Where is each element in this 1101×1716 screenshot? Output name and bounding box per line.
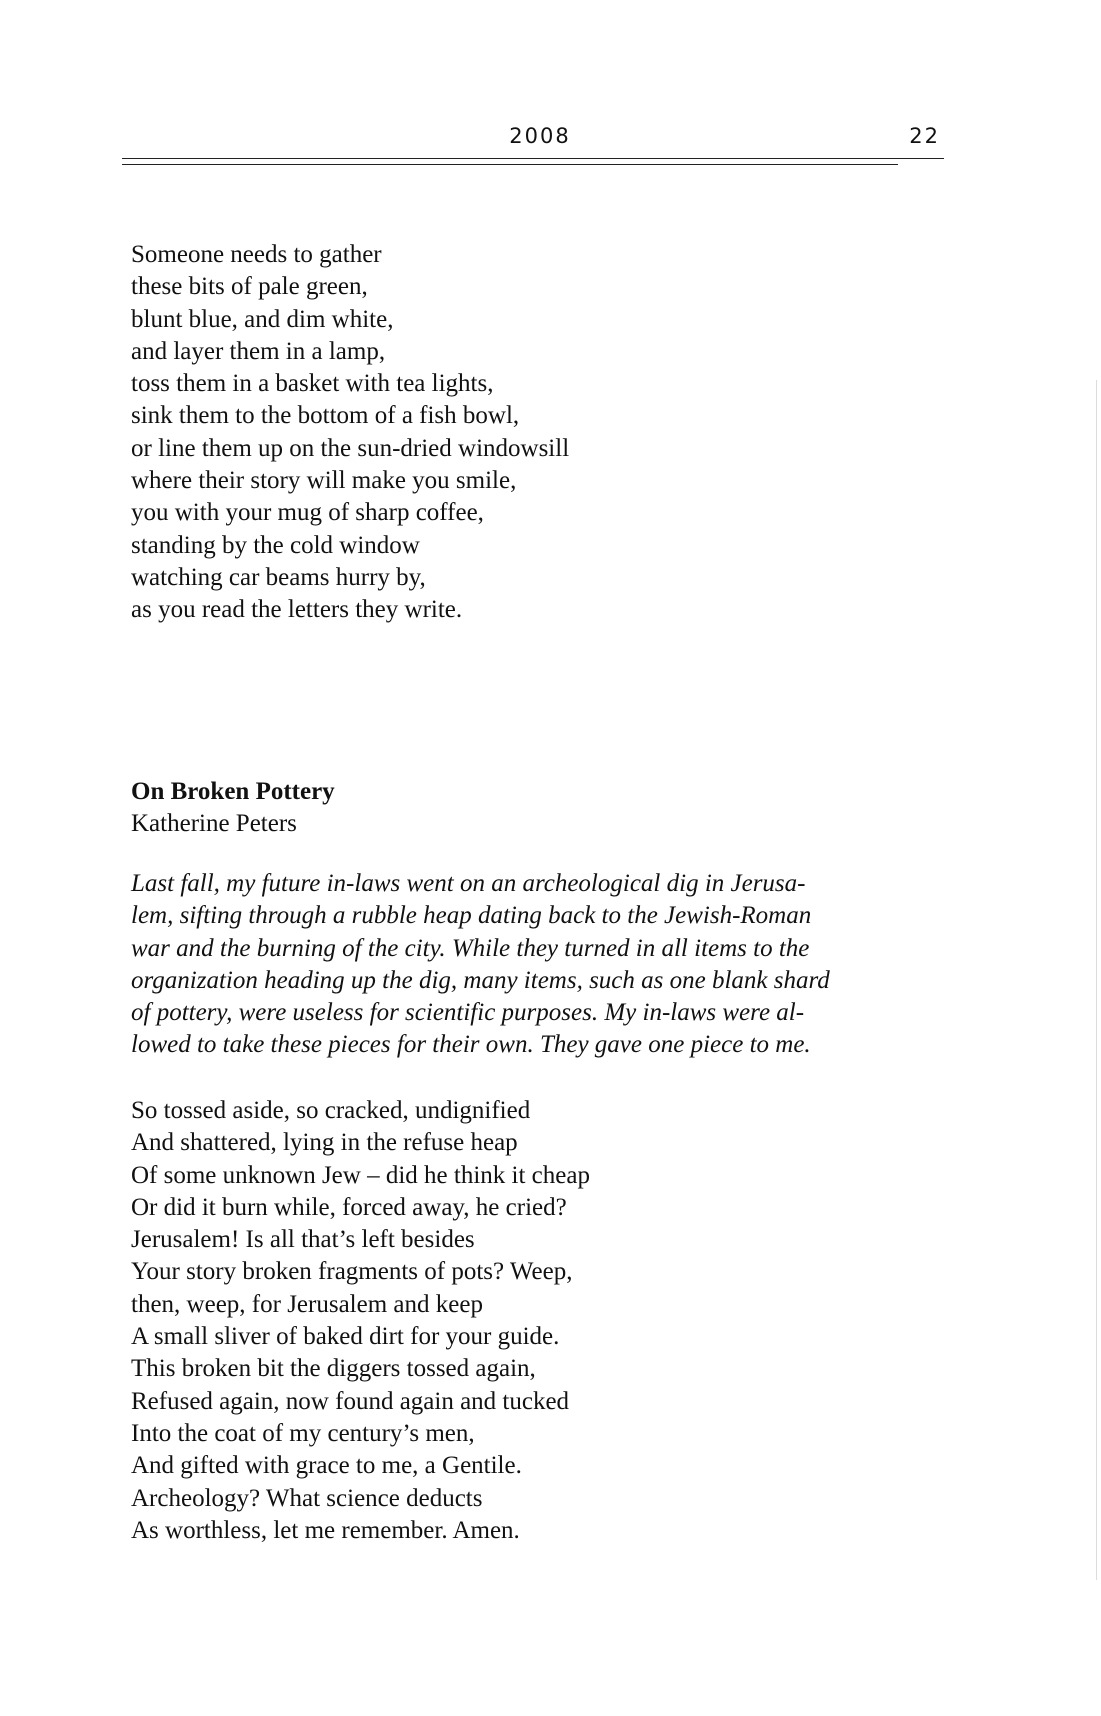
- poem-line: Refused again, now found again and tucked: [131, 1387, 570, 1415]
- page-number: 22: [909, 124, 940, 148]
- poem-line: or line them up on the sun-dried windowsill: [131, 434, 570, 462]
- poem-line: This broken bit the diggers tossed again,: [131, 1355, 536, 1383]
- poem-line: then, weep, for Jerusalem and keep: [131, 1290, 483, 1318]
- poem-line: Archeology? What science deducts: [131, 1484, 483, 1512]
- poem-line: standing by the cold window: [131, 531, 420, 559]
- poem-line: Your story broken fragments of pots? Weep,: [131, 1258, 573, 1286]
- poem-line: these bits of pale green,: [131, 273, 368, 301]
- poem-line: Into the coat of my century’s men,: [131, 1419, 475, 1447]
- scan-edge-line: [1096, 380, 1097, 1580]
- poem-line: Or did it burn while, forced away, he cried?: [131, 1193, 567, 1221]
- poem-body: [131, 1095, 590, 1547]
- epigraph-line: war and the burning of the city. While they turned in all items to the: [131, 934, 810, 962]
- poem-line: watching car beams hurry by,: [131, 563, 426, 591]
- epigraph-line: of pottery, were useless for scientific purposes. My in-laws were al-: [131, 999, 805, 1027]
- poem-author: Katherine Peters: [131, 810, 297, 837]
- poem-line: A small sliver of baked dirt for your guide.: [131, 1323, 560, 1351]
- poem-line: As worthless, let me remember. Amen.: [131, 1516, 520, 1544]
- poem-line: where their story will make you smile,: [131, 467, 517, 495]
- header-rule-bottom: [122, 164, 898, 165]
- poem-line: sink them to the bottom of a fish bowl,: [131, 402, 520, 430]
- poem-line: Jerusalem! Is all that’s left besides: [131, 1226, 475, 1254]
- poem-title: On Broken Pottery: [131, 778, 335, 805]
- poem-line: Of some unknown Jew – did he think it cheap: [131, 1161, 590, 1189]
- poem-line: as you read the letters they write.: [131, 596, 463, 624]
- poem-continuation: [131, 239, 569, 627]
- header-rule-top: [122, 158, 944, 159]
- poem-line: blunt blue, and dim white,: [131, 305, 394, 333]
- epigraph-line: organization heading up the dig, many items, such as one blank shard: [131, 966, 830, 994]
- poem-line: So tossed aside, so cracked, undignified: [131, 1097, 531, 1124]
- poem-line: toss them in a basket with tea lights,: [131, 370, 494, 398]
- poem-line: and layer them in a lamp,: [131, 337, 386, 365]
- running-header-year: 2008: [509, 124, 571, 148]
- epigraph-line: Last fall, my future in-laws went on an archeological dig in Jerusa-: [131, 870, 806, 897]
- poem-line: And gifted with grace to me, a Gentile.: [131, 1452, 522, 1480]
- epigraph-line: lem, sifting through a rubble heap dating back to the Jewish-Roman: [131, 902, 812, 930]
- poem-line: And shattered, lying in the refuse heap: [131, 1129, 518, 1157]
- poem-line: you with your mug of sharp coffee,: [131, 499, 484, 527]
- poem-line: Someone needs to gather: [131, 241, 382, 268]
- epigraph-line: lowed to take these pieces for their own. They gave one piece to me.: [131, 1031, 811, 1059]
- poem-epigraph: [131, 868, 951, 1062]
